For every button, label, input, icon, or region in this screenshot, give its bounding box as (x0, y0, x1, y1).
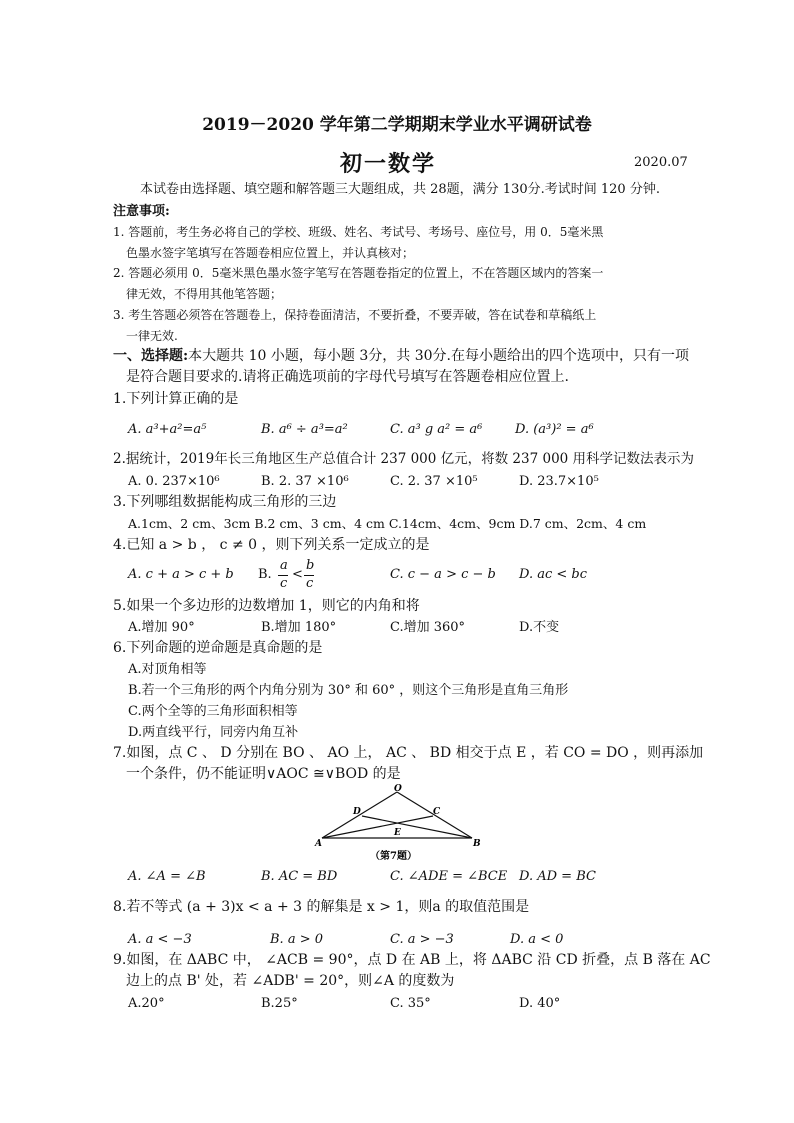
note-3-line-2: 一律无效. (126, 329, 178, 343)
q4-b-lt: < (292, 567, 303, 582)
exam-title: 2019－2020 学年第二学期期末学业水平调研试卷 (202, 115, 592, 135)
note-2-line-2: 律无效，不得用其他笔答题； (126, 287, 283, 301)
q5-option-a: A.增加 90° (128, 620, 195, 635)
q7-label-b: B (473, 839, 481, 849)
q7-label-d: D (353, 807, 361, 817)
q7-label-o: O (394, 784, 402, 794)
q5-stem: 5.如果一个多边形的边数增加 1，则它的内角和将 (113, 598, 420, 614)
section-1-text-a: 本大题共 10 小题，每小题 3分，共 30分.在每小题给出的四个选项中，只有一项 (188, 348, 689, 364)
q2-option-d: D. 23.7×10⁵ (519, 474, 599, 489)
q7-stem-line-2: 一个条件，仍不能证明∨AOC ≅∨BOD 的是 (126, 766, 401, 782)
q5-option-b: B.增加 180° (261, 620, 337, 635)
q4-b-num1: a (280, 558, 288, 573)
q5-option-c: C.增加 360° (390, 620, 466, 635)
q9-stem-line-1: 9.如图，在 ΔABC 中， ∠ACB = 90°，点 D 在 AB 上，将 ΔABC 沿 CD 折叠，点 B 落在 AC (113, 952, 711, 968)
q1-option-b: B. a⁶ ÷ a³=a² (261, 422, 348, 437)
note-2-line-1: 2. 答题必须用 0．5毫米黑色墨水签字笔写在答题卷指定的位置上，不在答题区域内的答案一 (113, 266, 604, 280)
q6-option-b: B.若一个三角形的两个内角分别为 30° 和 60° ，则这个三角形是直角三角形 (128, 683, 569, 698)
q4-option-a: A. c + a > c + b (128, 567, 234, 582)
q1-option-d: D. (a³)² = a⁶ (515, 422, 594, 437)
q1-stem: 1.下列计算正确的是 (113, 391, 239, 407)
note-1-line-2: 色墨水签字笔填写在答题卷相应位置上，并认真核对； (126, 246, 415, 260)
q7-stem-line-1: 7.如图，点 C 、 D 分别在 BO 、 AO 上， AC 、 BD 相交于点 E ，若 CO = DO ，则再添加 (113, 745, 704, 761)
q7-option-c: C. ∠ADE = ∠BCE (390, 869, 508, 884)
q4-b-num2: b (306, 558, 315, 573)
exam-subject: 初一数学 (340, 151, 437, 177)
q2-stem: 2.据统计，2019年长三角地区生产总值合计 237 000 亿元，将数 237 000 用科学记数法表示为 (113, 451, 695, 467)
q2-option-c: C. 2. 37 ×10⁵ (390, 474, 478, 489)
q7-label-a: A (315, 839, 322, 849)
exam-intro: 本试卷由选择题、填空题和解答题三大题组成，共 28题，满分 130分.考试时间 120 分钟. (140, 182, 660, 197)
q4-b-den1: c (280, 576, 288, 591)
q4-option-d: D. ac < bc (519, 567, 588, 582)
q4-stem: 4.已知 a > b ， c ≠ 0 ，则下列关系一定成立的是 (113, 537, 430, 553)
note-1-line-1: 1. 答题前，考生务必将自己的学校、班级、姓名、考试号、考场号、座位号，用 0．5毫米黑 (113, 225, 604, 239)
q6-option-c: C.两个全等的三角形面积相等 (128, 704, 298, 719)
q4-b-den2: c (306, 576, 314, 591)
q5-option-d: D.不变 (519, 620, 560, 635)
q7-option-a: A. ∠A = ∠B (128, 869, 206, 884)
q9-option-d: D. 40° (519, 996, 561, 1011)
q8-option-b: B. a > 0 (270, 932, 323, 947)
section-1-label: 一、选择题: (113, 348, 189, 364)
q8-option-d: D. a < 0 (510, 932, 564, 947)
q1-option-c: C. a³ g a² = a⁶ (390, 422, 483, 437)
q7-option-d: D. AD = BC (519, 869, 596, 884)
notes-heading: 注意事项: (113, 204, 170, 219)
q1-option-a: A. a³+a²=a⁵ (128, 422, 207, 437)
q4-option-c: C. c − a > c − b (390, 567, 496, 582)
q9-option-b: B.25° (261, 996, 298, 1011)
q6-option-a: A.对顶角相等 (128, 662, 207, 677)
q3-stem: 3.下列哪组数据能构成三角形的三边 (113, 494, 337, 510)
q9-option-c: C. 35° (390, 996, 431, 1011)
section-1-line-1 (113, 348, 689, 365)
q3-options: A.1cm、2 cm、3cm B.2 cm、3 cm、4 cm C.14cm、4cm、9cm D.7 cm、2cm、4 cm (128, 516, 647, 531)
q7-label-e: E (394, 828, 401, 838)
q2-option-a: A. 0. 237×10⁶ (128, 474, 220, 489)
q6-stem: 6.下列命题的逆命题是真命题的是 (113, 640, 323, 656)
q7-caption: （第7题） (370, 851, 417, 862)
section-1-line-2: 是符合题目要求的.请将正确选项前的字母代号填写在答题卷相应位置上. (126, 369, 569, 385)
q7-figure (310, 782, 490, 864)
q7-option-b: B. AC = BD (261, 869, 338, 884)
q9-option-a: A.20° (128, 996, 165, 1011)
q8-stem: 8.若不等式 (a + 3)x < a + 3 的解集是 x > 1，则a 的取值范围是 (113, 899, 530, 915)
q6-option-d: D.两直线平行，同旁内角互补 (128, 725, 299, 740)
q8-option-a: A. a < −3 (128, 932, 192, 947)
note-3-line-1: 3. 考生答题必须答在答题卷上，保持卷面清洁，不要折叠，不要弄破，答在试卷和草稿纸上 (113, 308, 597, 322)
q4-option-b-prefix: B. (258, 567, 272, 582)
q2-option-b: B. 2. 37 ×10⁶ (261, 474, 349, 489)
exam-date: 2020.07 (634, 155, 688, 170)
q9-stem-line-2: 边上的点 B' 处，若 ∠ADB' = 20°，则∠A 的度数为 (126, 973, 455, 989)
q8-option-c: C. a > −3 (390, 932, 454, 947)
q7-label-c: C (433, 807, 441, 817)
